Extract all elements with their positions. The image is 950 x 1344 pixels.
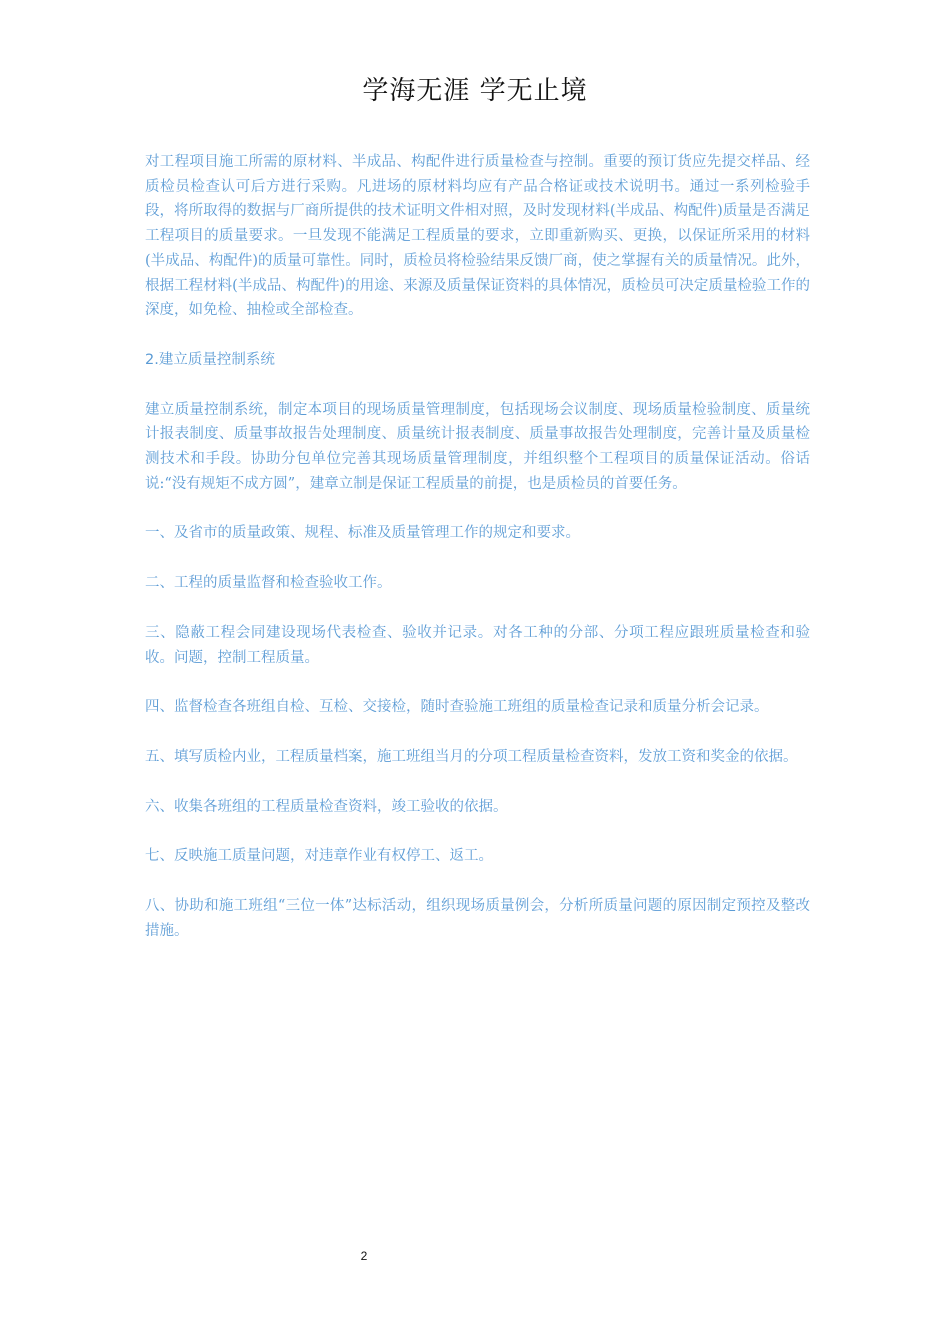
list-item-8: 八、协助和施工班组“三位一体”达标活动，组织现场质量例会，分析所质量问题的原因制定预控及整改措施。 — [145, 898, 810, 939]
list-item-3: 三、隐蔽工程会同建设现场代表检查、验收并记录。对各工种的分部、分项工程应跟班质量检查和验收。问题，控制工程质量。 — [145, 624, 810, 666]
page-header-title: 学海无涯 学无止境 — [362, 76, 588, 106]
list-item-6: 六、收集各班组的工程质量检查资料，竣工验收的依据。 — [145, 798, 508, 815]
list-item-2: 二、工程的质量监督和检查验收工作。 — [145, 575, 392, 592]
list-item-4: 四、监督检查各班组自检、互检、交接检，随时查验施工班组的质量检查记录和质量分析会记录。 — [145, 699, 769, 716]
document-body — [145, 150, 810, 968]
page-number: 2 — [360, 1249, 368, 1263]
list-item-7: 七、反映施工质量问题，对违章作业有权停工、返工。 — [145, 848, 493, 865]
paragraph-quality-control-system: 建立质量控制系统，制定本项目的现场质量管理制度，包括现场会议制度、现场质量检验制度、质量统计报表制度、质量事故报告处理制度、质量统计报表制度、质量事故报告处理制度，完善计量及质量检测技术和手段。协助分包单位完善其现场质量管理制度，并组织整个工程项目的质量保证活动。俗话说:“没有规矩不成方圆”，建章立制是保证工程质量的前提，也是质检员的首要任务。 — [145, 401, 810, 492]
paragraph-material-quality-control: 对工程项目施工所需的原材料、半成品、构配件进行质量检查与控制。重要的预订货应先提交样品、经质检员检查认可后方进行采购。凡进场的原材料均应有产品合格证或技术说明书。通过一系列检验手段，将所取得的数据与厂商所提供的技术证明文件相对照，及时发现材料(半成品、构配件)质量是否满足工程项目的质量要求。一旦发现不能满足工程质量的要求，立即重新购买、更换，以保证所采用的材料(半成品、构配件)的质量可靠性。同时，质检员将检验结果反馈厂商，使之掌握有关的质量情况。此外，根据工程材料(半成品、构配件)的用途、来源及质量保证资料的具体情况，质检员可决定质量检验工作的深度，如免检、抽检或全部检查。 — [145, 154, 810, 319]
list-item-1: 一、及省市的质量政策、规程、标准及质量管理工作的规定和要求。 — [145, 525, 580, 542]
list-item-5: 五、填写质检内业，工程质量档案，施工班组当月的分项工程质量检查资料，发放工资和奖金的依据。 — [145, 748, 798, 765]
section-heading-quality-control-system: 2.建立质量控制系统 — [145, 351, 275, 368]
